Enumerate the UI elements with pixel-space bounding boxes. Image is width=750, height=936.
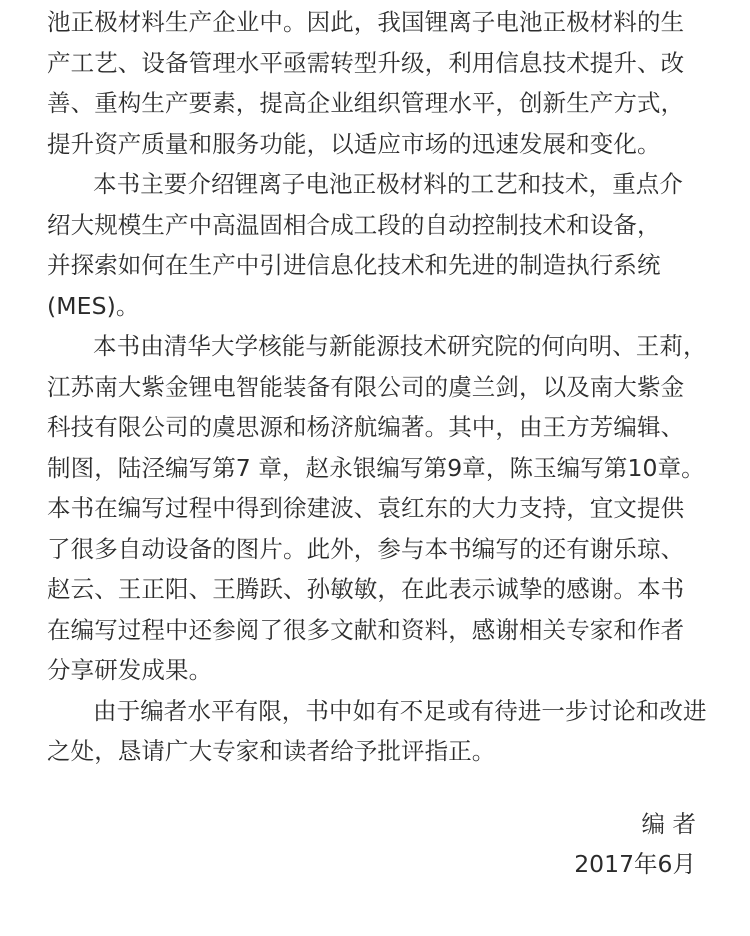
- text-line: 了很多自动设备的图片。此外，参与本书编写的还有谢乐琼、: [47, 534, 685, 563]
- text-line: 绍大规模生产中高温固相合成工段的自动控制技术和设备，: [47, 210, 661, 239]
- text-line: 科技有限公司的虞思源和杨济航编著。其中，由王方芳编辑、: [47, 413, 685, 441]
- text-line: 善、重构生产要素，提高企业组织管理水平，创新生产方式，: [47, 89, 685, 117]
- text-line: 本书主要介绍锂离子电池正极材料的工艺和技术，重点介: [93, 170, 683, 198]
- text-line: 产工艺、设备管理水平亟需转型升级，利用信息技术提升、改: [47, 48, 685, 77]
- text-line: 并探索如何在生产中引进信息化技术和先进的制造执行系统: [47, 251, 661, 279]
- text-line: 江苏南大紫金锂电智能装备有限公司的虞兰剑，以及南大紫金: [47, 372, 685, 401]
- text-line: 之处，恳请广大专家和读者给予批评指正。: [47, 737, 496, 765]
- text-line: 制图，陆泾编写第7 章，赵永银编写第9章，陈玉编写第10章。: [47, 453, 705, 482]
- text-line: 提升资产质量和服务功能，以适应市场的迅速发展和变化。: [47, 129, 661, 158]
- text-line: 本书由清华大学核能与新能源技术研究院的何向明、王莉，: [93, 332, 707, 360]
- text-line: 在编写过程中还参阅了很多文献和资料，感谢相关专家和作者: [47, 615, 685, 644]
- author-signature: 编 者: [641, 810, 696, 838]
- text-line: 赵云、王正阳、王腾跃、孙敏敏，在此表示诚挚的感谢。本书: [47, 575, 685, 603]
- text-line: 分享研发成果。: [47, 656, 213, 684]
- signature-date: 2017年6月: [574, 850, 696, 878]
- text-line: (MES)。: [47, 291, 140, 320]
- preface-body: [47, 2, 707, 772]
- paragraph-1: [47, 2, 707, 164]
- text-line: 本书在编写过程中得到徐建波、袁红东的大力支持，宜文提供: [47, 494, 685, 522]
- text-line: 由于编者水平有限，书中如有不足或有待进一步讨论和改进: [93, 696, 707, 725]
- paragraph-3: [47, 326, 707, 691]
- signature-block: [574, 804, 696, 884]
- paragraph-2: [47, 164, 707, 326]
- paragraph-4: [47, 691, 707, 772]
- text-line: 池正极材料生产企业中。因此，我国锂离子电池正极材料的生: [47, 8, 685, 36]
